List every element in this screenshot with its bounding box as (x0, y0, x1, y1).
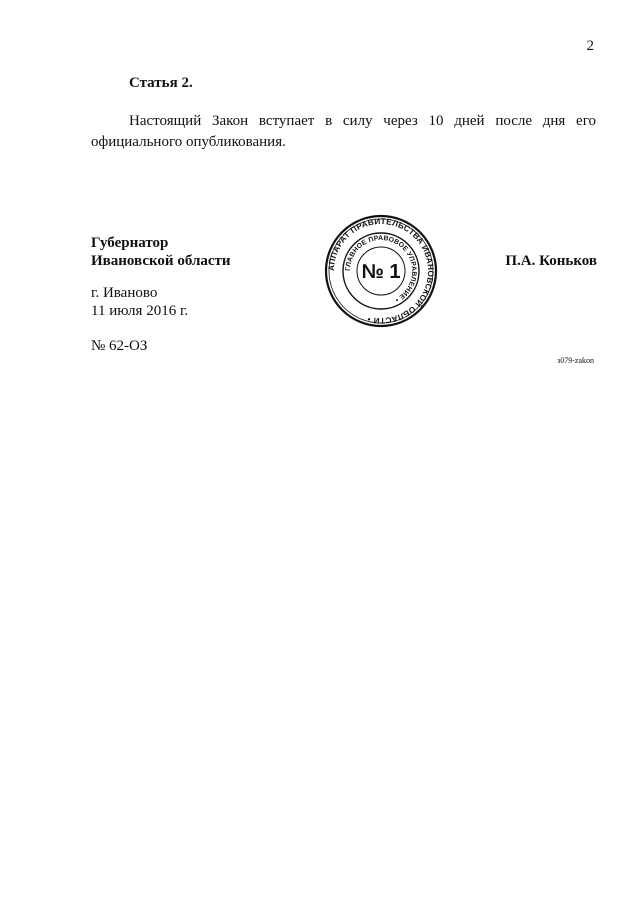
place-and-date (91, 284, 188, 320)
position-line-2: Ивановской области (91, 253, 231, 269)
position-line-1: Губернатор (91, 235, 169, 251)
signatory-name: П.А. Коньков (505, 253, 597, 269)
city: г. Иваново (91, 285, 158, 301)
document-reference: з079-zakon (557, 356, 594, 365)
signatory-position (91, 234, 231, 270)
official-seal (324, 214, 438, 328)
article-title: Статья 2. (129, 75, 193, 91)
signing-date: 11 июля 2016 г. (91, 303, 189, 319)
article-paragraph: Настоящий Закон вступает в силу через 10 дней после дня его официального опубликования. (91, 113, 596, 150)
law-number: № 62-ОЗ (91, 338, 148, 354)
seal-inner-text: ГЛАВНОЕ ПРАВОВОЕ УПРАВЛЕНИЕ • (344, 234, 418, 304)
page-number: 2 (586, 38, 594, 54)
seal-outer-text: АППАРАТ ПРАВИТЕЛЬСТВА ИВАНОВСКОЙ ОБЛАСТИ • (326, 216, 436, 326)
seal-center-number: № 1 (361, 261, 401, 283)
